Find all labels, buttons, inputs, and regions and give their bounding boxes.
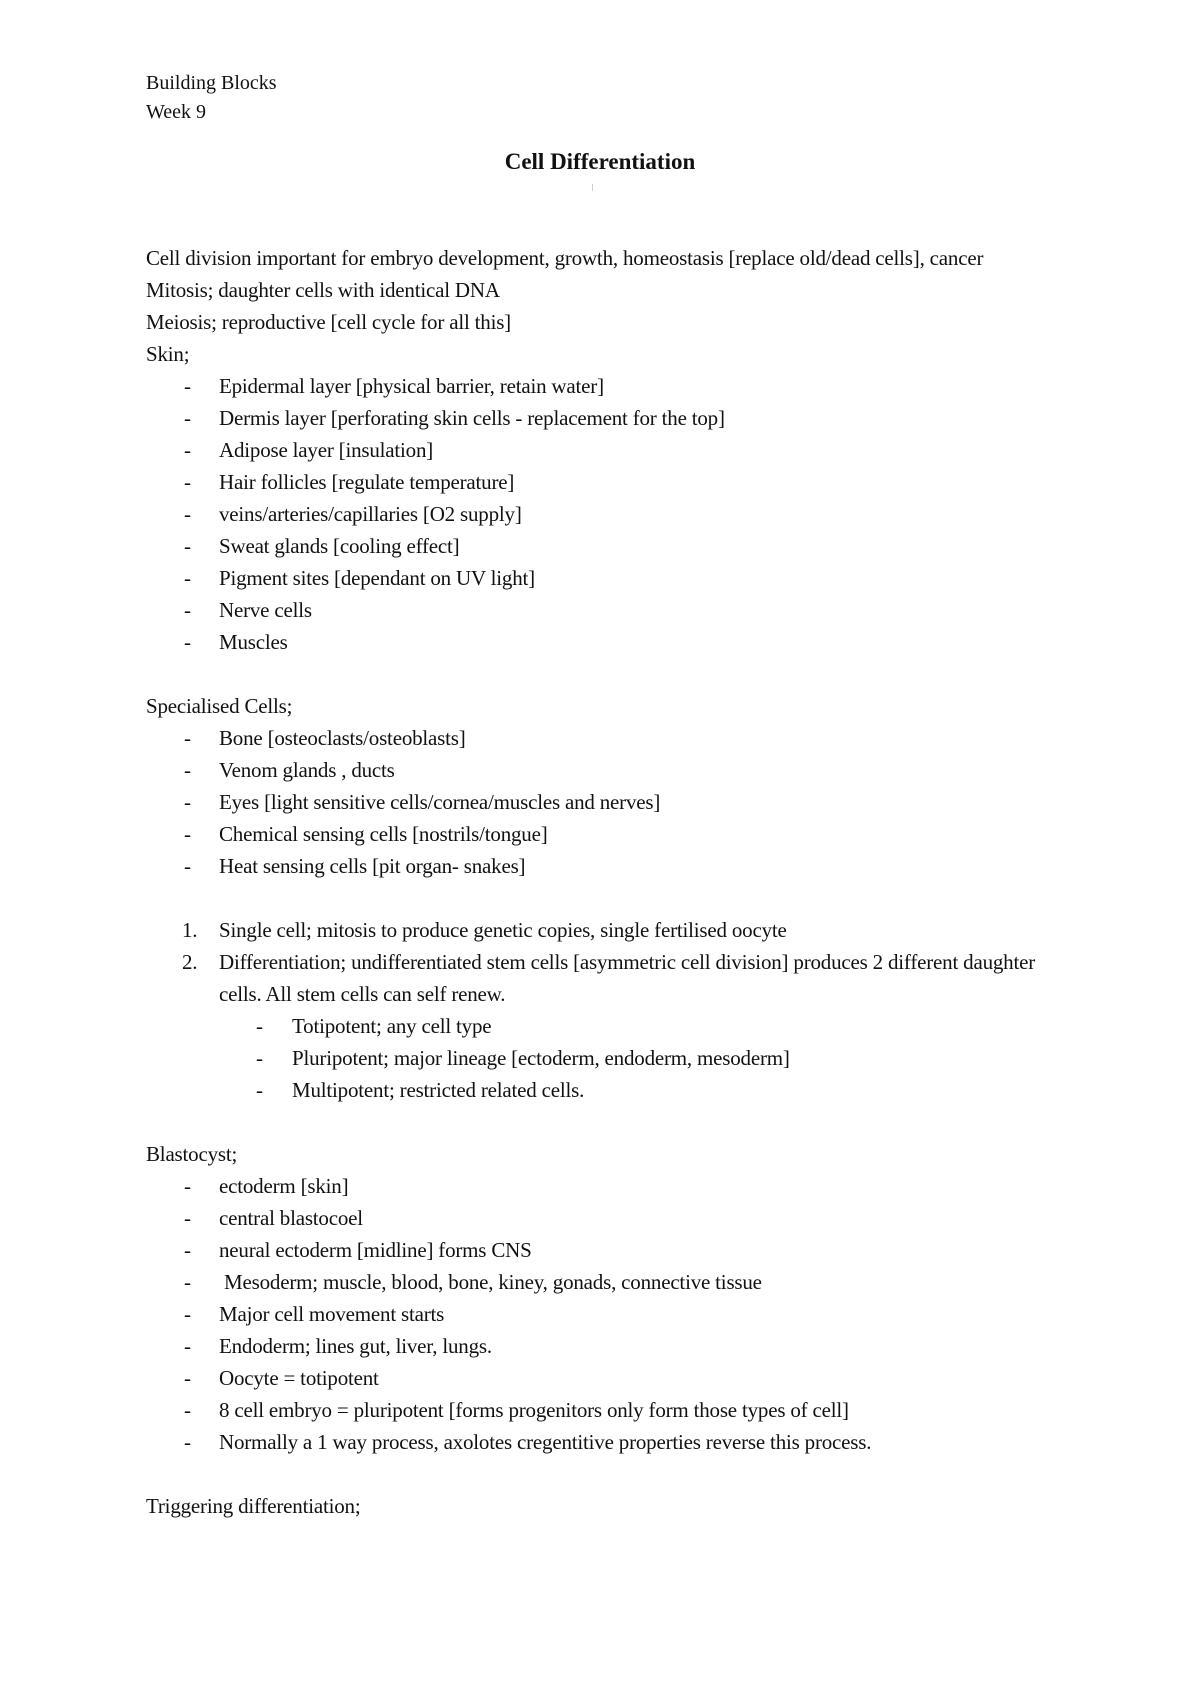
dash-bullet: - xyxy=(184,1174,191,1198)
list-item xyxy=(146,850,1046,882)
blastocyst-heading: Blastocyst; xyxy=(146,1142,238,1166)
list-item-text: 8 cell embryo = pluripotent [forms progenitors only form those types of cell] xyxy=(219,1398,849,1422)
list-item-text: Bone [osteoclasts/osteoblasts] xyxy=(219,726,466,750)
list-item xyxy=(146,1330,1046,1362)
list-item-text: Totipotent; any cell type xyxy=(292,1014,492,1038)
dash-bullet: - xyxy=(184,502,191,526)
specialised-heading: Specialised Cells; xyxy=(146,694,293,718)
list-item xyxy=(146,498,1046,530)
list-item-text: Single cell; mitosis to produce genetic copies, single fertilised oocyte xyxy=(219,918,787,942)
list-item-text: Eyes [light sensitive cells/cornea/muscles and nerves] xyxy=(219,790,661,814)
list-item-text: Pigment sites [dependant on UV light] xyxy=(219,566,535,590)
intro-paragraph-3: Meiosis; reproductive [cell cycle for all this] xyxy=(146,310,511,334)
dash-bullet: - xyxy=(184,726,191,750)
blastocyst-list xyxy=(146,1170,1046,1458)
list-item xyxy=(146,786,1046,818)
dash-bullet: - xyxy=(184,854,191,878)
dash-bullet: - xyxy=(184,790,191,814)
document-body xyxy=(146,242,1046,1522)
list-item-text: Chemical sensing cells [nostrils/tongue] xyxy=(219,822,548,846)
item-number: 2. xyxy=(182,950,198,974)
list-item-text: Adipose layer [insulation] xyxy=(219,438,434,462)
list-item xyxy=(146,1170,1046,1202)
list-item-text: Mesoderm; muscle, blood, bone, kiney, gonads, connective tissue xyxy=(219,1270,762,1294)
dash-bullet: - xyxy=(256,1046,263,1070)
spacer xyxy=(146,658,1046,690)
list-item-text: Sweat glands [cooling effect] xyxy=(219,534,460,558)
list-item-text: veins/arteries/capillaries [O2 supply] xyxy=(219,502,522,526)
list-item-text: Endoderm; lines gut, liver, lungs. xyxy=(219,1334,492,1358)
cursor-mark xyxy=(592,184,593,191)
numbered-item xyxy=(146,914,1046,946)
course-name: Building Blocks xyxy=(146,72,277,94)
list-item xyxy=(146,754,1046,786)
list-item-text: Major cell movement starts xyxy=(219,1302,445,1326)
list-item-text: ectoderm [skin] xyxy=(219,1174,349,1198)
list-item xyxy=(146,626,1046,658)
list-item-text: Epidermal layer [physical barrier, retain water] xyxy=(219,374,604,398)
dash-bullet: - xyxy=(256,1014,263,1038)
list-item xyxy=(146,1234,1046,1266)
list-item xyxy=(146,1298,1046,1330)
list-item-text: Heat sensing cells [pit organ- snakes] xyxy=(219,854,526,878)
week-label: Week 9 xyxy=(146,101,207,123)
list-item-text: Nerve cells xyxy=(219,598,312,622)
list-item xyxy=(146,818,1046,850)
list-item-text: neural ectoderm [midline] forms CNS xyxy=(219,1238,532,1262)
list-item-text: Venom glands , ducts xyxy=(219,758,395,782)
list-item xyxy=(146,434,1046,466)
dash-bullet: - xyxy=(184,1334,191,1358)
list-item-text: Multipotent; restricted related cells. xyxy=(292,1078,585,1102)
intro-paragraph-1: Cell division important for embryo development, growth, homeostasis [replace old/dead cells], cancer xyxy=(146,246,984,270)
list-item xyxy=(146,370,1046,402)
list-item xyxy=(146,402,1046,434)
list-item-text: Dermis layer [perforating skin cells - replacement for the top] xyxy=(219,406,725,430)
list-item xyxy=(146,1074,1046,1106)
dash-bullet: - xyxy=(184,374,191,398)
potency-list xyxy=(146,1010,1046,1106)
intro-paragraph-2: Mitosis; daughter cells with identical DNA xyxy=(146,278,500,302)
list-item xyxy=(146,1202,1046,1234)
dash-bullet: - xyxy=(184,598,191,622)
dash-bullet: - xyxy=(184,1366,191,1390)
dash-bullet: - xyxy=(184,1430,191,1454)
list-item xyxy=(146,1394,1046,1426)
skin-heading: Skin; xyxy=(146,342,190,366)
dash-bullet: - xyxy=(184,1238,191,1262)
list-item xyxy=(146,594,1046,626)
numbered-item xyxy=(146,946,1046,1010)
dash-bullet: - xyxy=(184,534,191,558)
dash-bullet: - xyxy=(184,470,191,494)
dash-bullet: - xyxy=(184,1206,191,1230)
list-item-text: Oocyte = totipotent xyxy=(219,1366,379,1390)
list-item xyxy=(146,1426,1046,1458)
list-item-text: central blastocoel xyxy=(219,1206,363,1230)
list-item-text: Differentiation; undifferentiated stem cells [asymmetric cell division] produces 2 different daughter cells. All stem cells can self renew. xyxy=(219,950,1036,1006)
dash-bullet: - xyxy=(184,1302,191,1326)
dash-bullet: - xyxy=(184,822,191,846)
list-item xyxy=(146,1266,1046,1298)
list-item xyxy=(146,562,1046,594)
triggering-heading: Triggering differentiation; xyxy=(146,1494,361,1518)
item-number: 1. xyxy=(182,918,198,942)
dash-bullet: - xyxy=(184,630,191,654)
spacer xyxy=(146,1106,1046,1138)
list-item xyxy=(146,1010,1046,1042)
specialised-list xyxy=(146,722,1046,882)
steps-list xyxy=(146,914,1046,1010)
spacer xyxy=(146,882,1046,914)
list-item-text: Pluripotent; major lineage [ectoderm, endoderm, mesoderm] xyxy=(292,1046,790,1070)
spacer xyxy=(146,1458,1046,1490)
skin-list xyxy=(146,370,1046,658)
list-item xyxy=(146,1362,1046,1394)
list-item xyxy=(146,466,1046,498)
dash-bullet: - xyxy=(256,1078,263,1102)
list-item xyxy=(146,722,1046,754)
page-title: Cell Differentiation xyxy=(504,149,696,174)
list-item xyxy=(146,530,1046,562)
list-item-text: Muscles xyxy=(219,630,288,654)
dash-bullet: - xyxy=(184,1398,191,1422)
dash-bullet: - xyxy=(184,438,191,462)
list-item-text: Normally a 1 way process, axolotes cregentitive properties reverse this process. xyxy=(219,1430,872,1454)
dash-bullet: - xyxy=(184,406,191,430)
dash-bullet: - xyxy=(184,566,191,590)
list-item xyxy=(146,1042,1046,1074)
dash-bullet: - xyxy=(184,1270,191,1294)
dash-bullet: - xyxy=(184,758,191,782)
list-item-text: Hair follicles [regulate temperature] xyxy=(219,470,515,494)
